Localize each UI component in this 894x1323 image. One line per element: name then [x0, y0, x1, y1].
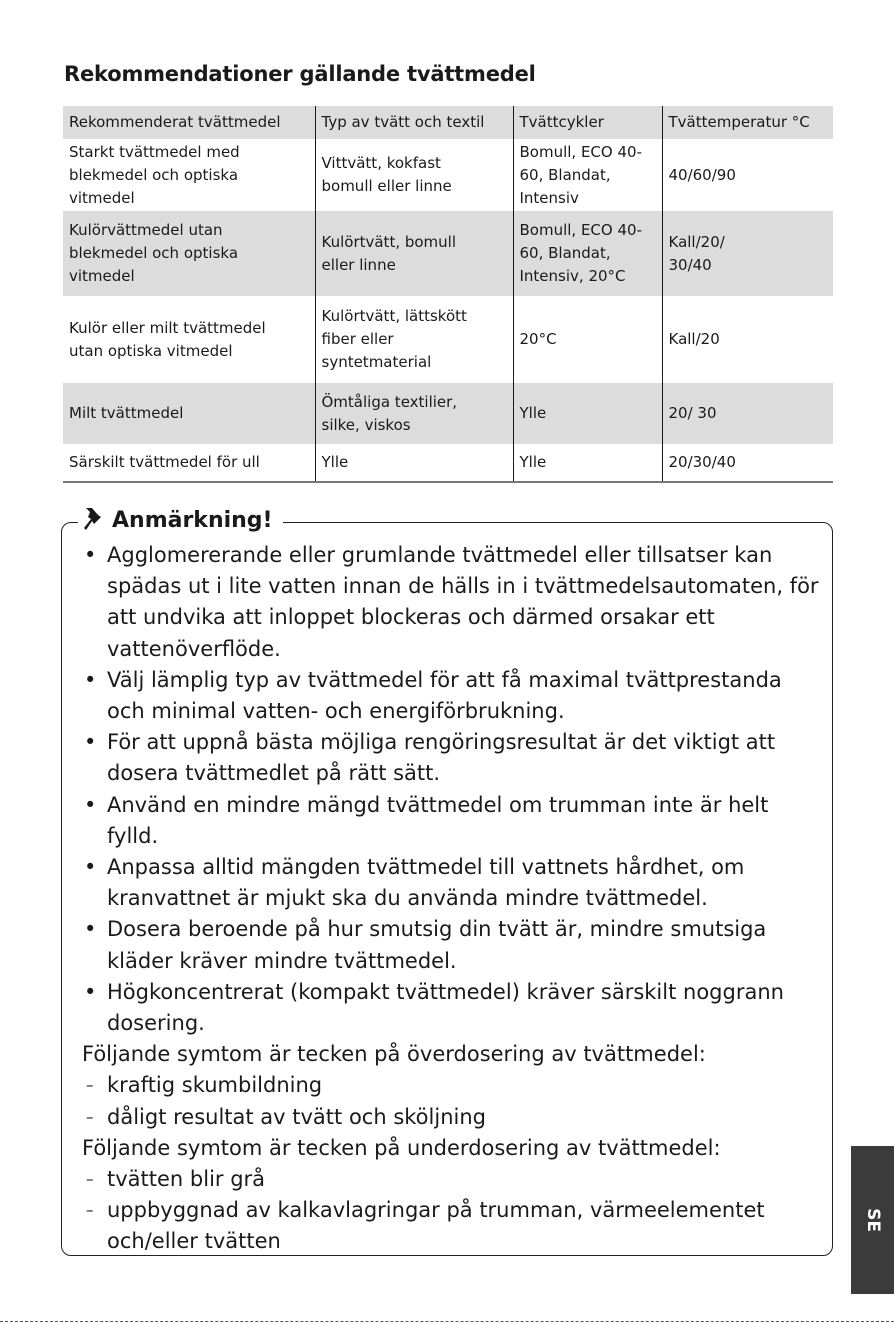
text-line: fiber eller — [321, 330, 394, 348]
text-line: dåligt resultat av tvätt och sköljning — [107, 1104, 486, 1129]
text-line: Särskilt tvättmedel för ull — [69, 453, 260, 471]
text-line: 20/ 30 — [668, 404, 717, 422]
dash-item — [82, 1164, 828, 1195]
text-line: För att uppnå bästa möjliga rengöringsresultat är det viktigt att — [107, 730, 776, 755]
text-line: och/eller tvätten — [107, 1229, 281, 1254]
text-line: bomull eller linne — [321, 177, 452, 195]
text-line: Intensiv — [519, 188, 579, 207]
note-content — [82, 540, 828, 1258]
overdose-list — [82, 1070, 828, 1132]
bullet-icon: • — [84, 667, 97, 692]
cell-textile — [315, 211, 513, 296]
text-line: 20/30/40 — [668, 453, 736, 471]
text-line: Kall/20/ — [668, 232, 725, 251]
text-line: uppbyggnad av kalkavlagringar på trumman, värmeelementet — [107, 1198, 765, 1223]
header-cycles: Tvättcykler — [513, 106, 662, 139]
detergent-table — [63, 106, 833, 483]
language-tab-label: SE — [862, 1208, 883, 1232]
text-line: syntetmaterial — [321, 353, 432, 371]
bullet-icon: • — [84, 792, 97, 817]
cell-textile — [315, 139, 513, 211]
page-cut-line — [0, 1321, 894, 1322]
dash-item — [82, 1195, 828, 1257]
underdose-heading: Följande symtom är tecken på underdosering av tvättmedel: — [82, 1135, 721, 1160]
table-row — [63, 139, 833, 211]
text-line: och minimal vatten- och energiförbrukning. — [107, 699, 565, 724]
text-line: Milt tvättmedel — [69, 404, 184, 422]
cell-cycles — [513, 296, 662, 383]
text-line: vitmedel — [69, 188, 135, 207]
cell-detergent — [63, 296, 315, 383]
dash-icon: – — [86, 1201, 94, 1220]
text-line: 20°C — [519, 330, 557, 348]
text-line: Kulörvättmedel utan — [69, 221, 223, 239]
table-row — [63, 211, 833, 296]
text-line: Ömtåliga textilier, — [321, 392, 458, 411]
cell-cycles — [513, 139, 662, 211]
text-line: Dosera beroende på hur smutsig din tvätt är, mindre smutsiga — [107, 917, 767, 942]
header-detergent: Rekommenderat tvättmedel — [69, 113, 281, 131]
note-bullet — [82, 852, 828, 914]
text-line: Högkoncentrerat (kompakt tvättmedel) kräver särskilt noggrann — [107, 979, 784, 1004]
overdose-heading: Följande symtom är tecken på överdosering av tvättmedel: — [82, 1042, 706, 1067]
bullet-icon: • — [84, 855, 97, 880]
cell-cycles — [513, 211, 662, 296]
text-line: vitmedel — [69, 267, 135, 285]
text-line: Vittvätt, kokfast — [321, 154, 441, 172]
text-line: Kall/20 — [668, 330, 720, 348]
note-bullet-list — [82, 540, 828, 1039]
header-temperature: Tvättemperatur °C — [662, 106, 833, 139]
text-line: dosering. — [107, 1011, 205, 1036]
text-line: Intensiv, 20°C — [519, 267, 626, 285]
table-row — [63, 296, 833, 383]
text-line: Bomull, ECO 40- — [519, 221, 642, 239]
note-header — [78, 506, 283, 534]
text-line: 60, Blandat, — [519, 165, 611, 184]
text-line: kraftig skumbildning — [107, 1073, 323, 1098]
text-line: Anpassa alltid mängden tvättmedel till vattnets hårdhet, om — [107, 855, 745, 880]
bullet-icon: • — [84, 917, 97, 942]
cell-detergent — [63, 444, 315, 482]
text-line: 30/40 — [668, 255, 712, 274]
cell-detergent — [63, 139, 315, 211]
text-line: Agglomererande eller grumlande tvättmedel eller tillsatser kan — [107, 543, 773, 567]
note-title: Anmärkning! — [112, 507, 273, 533]
text-line: silke, viskos — [321, 415, 411, 434]
note-bullet — [82, 790, 828, 852]
table-header-row — [63, 106, 833, 139]
cell-textile — [315, 383, 513, 444]
cell-temperature — [662, 139, 833, 211]
dash-item — [82, 1102, 828, 1133]
cell-detergent — [63, 383, 315, 444]
text-line: kläder kräver mindre tvättmedel. — [107, 948, 457, 973]
text-line: Kulörtvätt, bomull — [321, 232, 457, 251]
pushpin-icon — [82, 506, 106, 534]
page-title: Rekommendationer gällande tvättmedel — [64, 62, 536, 86]
table-row — [63, 383, 833, 444]
cell-cycles — [513, 383, 662, 444]
bullet-icon: • — [84, 979, 97, 1004]
cell-temperature — [662, 383, 833, 444]
language-tab — [851, 1146, 894, 1294]
cell-detergent — [63, 211, 315, 296]
note-bullet — [82, 540, 828, 665]
cell-textile — [315, 444, 513, 482]
text-line: 60, Blandat, — [519, 244, 611, 262]
note-bullet — [82, 727, 828, 789]
text-line: Ylle — [321, 453, 349, 471]
cell-temperature — [662, 296, 833, 383]
text-line: Ylle — [519, 453, 547, 471]
dash-icon: – — [86, 1170, 94, 1189]
dash-icon: – — [86, 1107, 94, 1126]
note-bullet — [82, 665, 828, 727]
note-bullet — [82, 914, 828, 976]
text-line: Använd en mindre mängd tvättmedel om trumman inte är helt — [107, 792, 769, 817]
text-line: Bomull, ECO 40- — [519, 142, 642, 161]
text-line: Välj lämplig typ av tvättmedel för att få maximal tvättprestanda — [107, 667, 782, 692]
text-line: utan optiska vitmedel — [69, 341, 233, 360]
text-line: spädas ut i lite vatten innan de hälls in i tvättmedelsautomaten, för — [107, 574, 819, 599]
text-line: blekmedel och optiska — [69, 165, 239, 184]
note-bullet — [82, 977, 828, 1039]
dash-icon: – — [86, 1076, 94, 1095]
text-line: Ylle — [519, 404, 547, 422]
text-line: eller linne — [321, 255, 396, 274]
text-line: fylld. — [107, 823, 159, 848]
text-line: kranvattnet är mjukt ska du använda mindre tvättmedel. — [107, 886, 708, 911]
dash-item — [82, 1070, 828, 1101]
text-line: Kulörtvätt, lättskött — [321, 307, 467, 325]
table-row — [63, 444, 833, 482]
text-line: Kulör eller milt tvättmedel — [69, 318, 266, 337]
text-line: Starkt tvättmedel med — [69, 142, 240, 161]
text-line: tvätten blir grå — [107, 1167, 266, 1192]
cell-textile — [315, 296, 513, 383]
cell-temperature — [662, 211, 833, 296]
underdose-list — [82, 1164, 828, 1258]
text-line: blekmedel och optiska — [69, 244, 239, 262]
bullet-icon: • — [84, 730, 97, 755]
cell-cycles — [513, 444, 662, 482]
text-line: dosera tvättmedlet på rätt sätt. — [107, 761, 441, 786]
text-line: 40/60/90 — [668, 165, 736, 184]
bullet-icon: • — [84, 543, 97, 567]
text-line: att undvika att inloppet blockeras och därmed orsakar ett — [107, 605, 715, 630]
header-textile: Typ av tvätt och textil — [315, 106, 513, 139]
cell-temperature — [662, 444, 833, 482]
text-line: vattenöverflöde. — [107, 636, 281, 661]
